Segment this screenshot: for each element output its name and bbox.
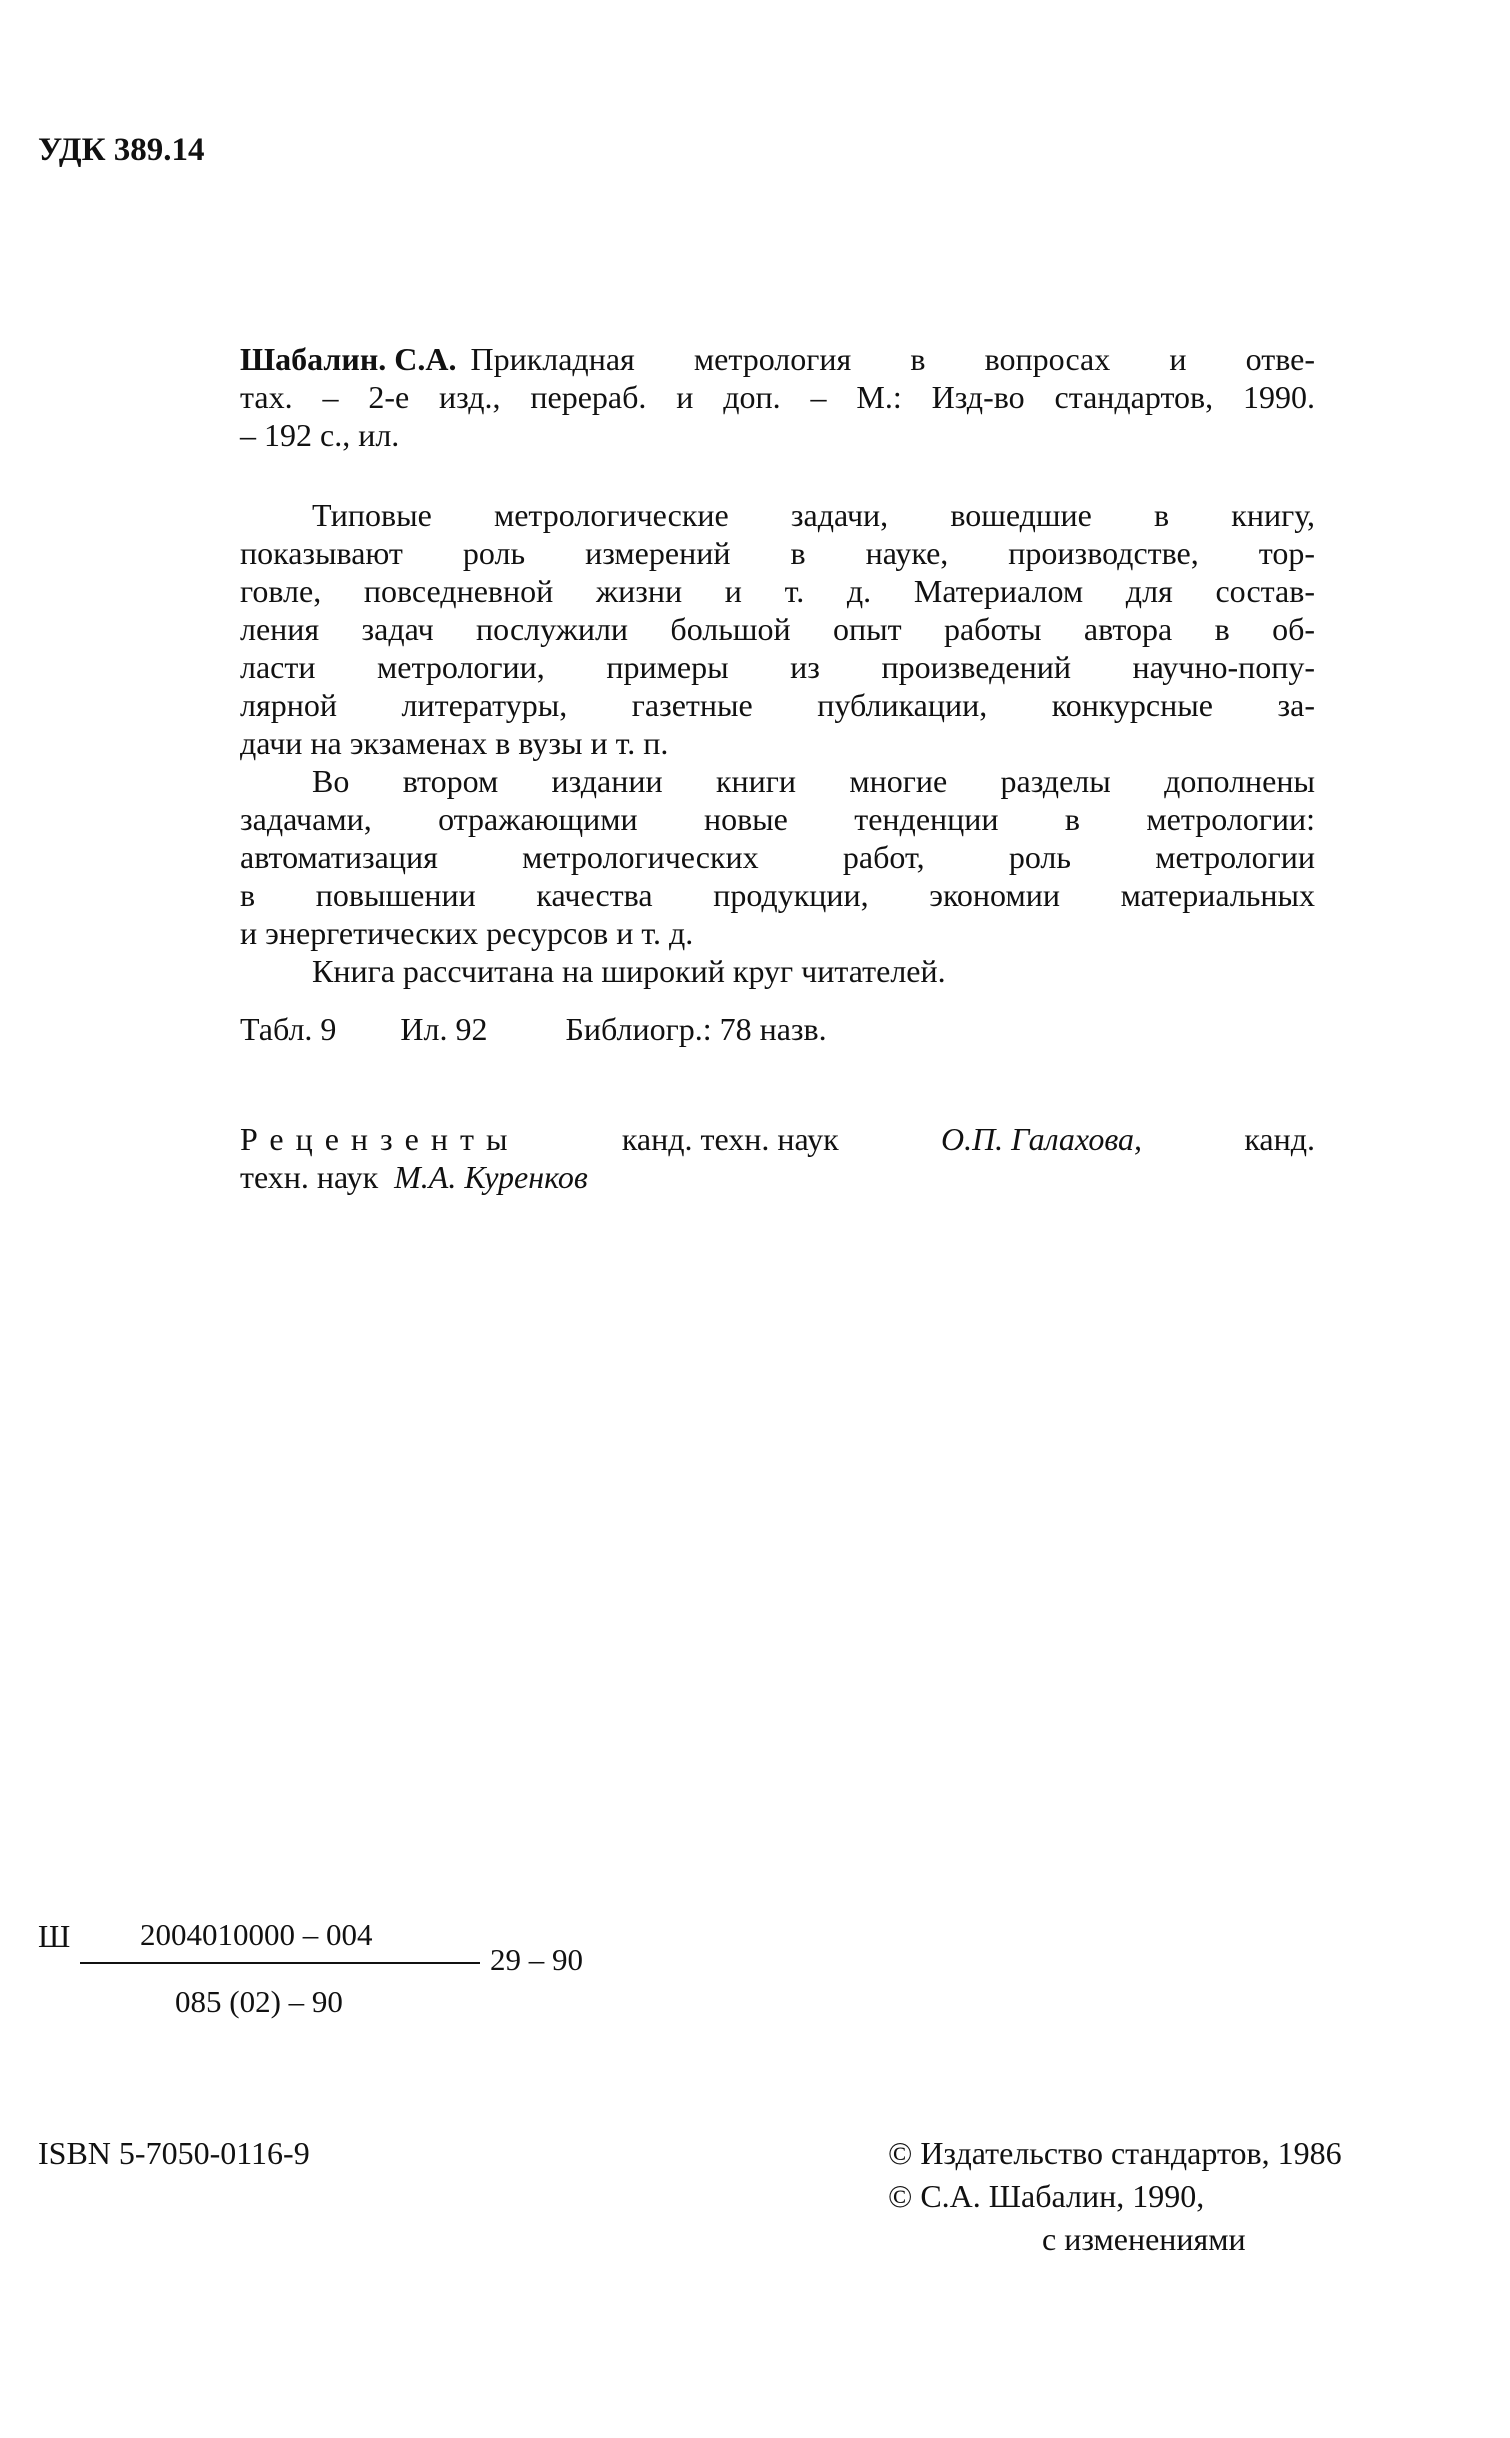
abstract-line: автоматизация метрологических работ, роль метрологии — [240, 839, 1315, 875]
abstract-line: ласти метрологии, примеры из произведений научно-попу- — [240, 649, 1315, 685]
abstract-line: Типовые метрологические задачи, вошедшие в книгу, — [312, 497, 1315, 533]
reviewer-degree: техн. наук — [240, 1159, 379, 1195]
reviewer-degree: канд. техн. наук — [621, 1121, 839, 1157]
book-title: Прикладная метрология в вопросах и отве- — [470, 341, 1315, 377]
biblio-line-1 — [240, 340, 1315, 378]
bibliography-count: Библиогр.: 78 назв. — [565, 1011, 827, 1047]
abstract — [240, 496, 1315, 990]
abstract-line: говле, повседневной жизни и т. д. Материалом для состав- — [240, 573, 1315, 609]
abstract-line: Книга рассчитана на широкий круг читателей. — [312, 953, 946, 989]
classification-denominator: 085 (02) – 90 — [175, 1984, 343, 2019]
fraction-line — [80, 1962, 480, 1964]
biblio-line-3: – 192 с., ил. — [240, 417, 400, 453]
illustrations-count: Ил. 92 — [400, 1011, 488, 1047]
abstract-line: дачи на экзаменах в вузы и т. п. — [240, 725, 669, 761]
reviewer-name: М.А. Куренков — [394, 1159, 588, 1195]
abstract-line: лярной литературы, газетные публикации, конкурсные за- — [240, 687, 1315, 723]
tables-count: Табл. 9 — [240, 1011, 337, 1047]
reviewers — [240, 1120, 1315, 1196]
abstract-line: ления задач послужили большой опыт работы автора в об- — [240, 611, 1315, 647]
abstract-line: и энергетических ресурсов и т. д. — [240, 915, 694, 951]
abstract-line: задачами, отражающими новые тенденции в метрологии: — [240, 801, 1315, 837]
udk-code: УДК 389.14 — [38, 132, 205, 168]
reviewers-line-2 — [240, 1158, 1315, 1196]
reviewer-name: О.П. Галахова, — [940, 1121, 1142, 1157]
book-stats — [240, 1010, 827, 1048]
reviewers-line-1 — [240, 1120, 1315, 1158]
biblio-line-2: тах. – 2-е изд., перераб. и доп. – М.: Изд-во стандартов, 1990. — [240, 379, 1315, 415]
author-name: Шабалин. С.А. — [240, 341, 457, 377]
copyright-line-3: с изменениями — [1042, 2221, 1246, 2257]
reviewers-label: Рецензенты — [240, 1121, 520, 1157]
abstract-line: Во втором издании книги многие разделы дополнены — [312, 763, 1315, 799]
copyright-line-1: © Издательство стандартов, 1986 — [888, 2135, 1342, 2171]
abstract-line: показывают роль измерений в науке, производстве, тор- — [240, 535, 1315, 571]
reviewer-degree: канд. — [1244, 1121, 1315, 1157]
abstract-line: в повышении качества продукции, экономии материальных — [240, 877, 1315, 913]
isbn: ISBN 5-7050-0116-9 — [38, 2135, 310, 2171]
bibliographic-entry — [240, 340, 1315, 454]
classification-suffix: 29 – 90 — [490, 1942, 583, 1977]
classification-numerator: 2004010000 – 004 — [140, 1917, 373, 1952]
classification-letter: Ш — [38, 1918, 71, 1954]
copyright-line-2: © С.А. Шабалин, 1990, — [888, 2178, 1205, 2214]
